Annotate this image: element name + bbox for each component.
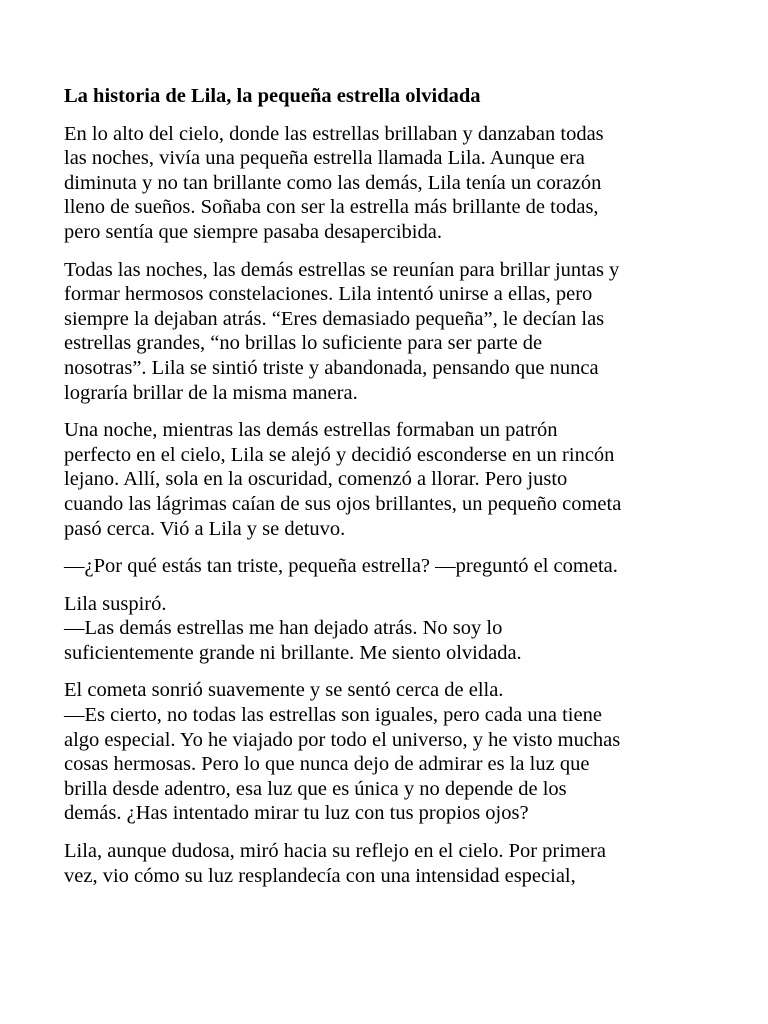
document-title: La historia de Lila, la pequeña estrella olvidada (64, 85, 481, 107)
paragraph-line: diminuta y no tan brillante como las demás, Lila tenía un corazón (64, 171, 602, 194)
paragraph (64, 678, 704, 826)
paragraph-line: Una noche, mientras las demás estrellas formaban un patrón (64, 419, 558, 442)
document-body (64, 122, 704, 889)
paragraph-line: El cometa sonrió suavemente y se sentó cerca de ella. (64, 679, 504, 702)
paragraph-line: estrellas grandes, “no brillas lo suficiente para ser parte de (64, 332, 543, 355)
paragraph-line: vez, vio cómo su luz resplandecía con una intensidad especial, (64, 864, 576, 887)
paragraph-line: siempre la dejaban atrás. “Eres demasiado pequeña”, le decían las (64, 307, 605, 330)
paragraph (64, 258, 704, 406)
paragraph (64, 418, 704, 541)
document-page (64, 84, 704, 901)
paragraph-line: Lila suspiró. (64, 592, 167, 615)
paragraph-line: nosotras”. Lila se sintió triste y abandonada, pensando que nunca (64, 356, 599, 379)
paragraph-line: cosas hermosas. Pero lo que nunca dejo de admirar es la luz que (64, 753, 590, 776)
paragraph-line: Todas las noches, las demás estrellas se reunían para brillar juntas y (64, 258, 620, 281)
paragraph-line: perfecto en el cielo, Lila se alejó y decidió esconderse en un rincón (64, 443, 615, 466)
paragraph-line: —Es cierto, no todas las estrellas son iguales, pero cada una tiene (64, 704, 602, 727)
paragraph-line: —¿Por qué estás tan triste, pequeña estrella? —preguntó el cometa. (64, 555, 618, 578)
paragraph-line: algo especial. Yo he viajado por todo el universo, y he visto muchas (64, 728, 621, 751)
paragraph-line: las noches, vivía una pequeña estrella llamada Lila. Aunque era (64, 147, 585, 170)
paragraph-line: —Las demás estrellas me han dejado atrás. No soy lo (64, 617, 503, 640)
paragraph-line: brilla desde adentro, esa luz que es única y no depende de los (64, 777, 567, 800)
paragraph-line: pasó cerca. Vió a Lila y se detuvo. (64, 517, 346, 540)
paragraph (64, 839, 704, 888)
paragraph-line: lleno de sueños. Soñaba con ser la estrella más brillante de todas, (64, 196, 599, 219)
paragraph (64, 122, 704, 245)
paragraph-line: cuando las lágrimas caían de sus ojos brillantes, un pequeño cometa (64, 492, 622, 515)
paragraph-line: Lila, aunque dudosa, miró hacia su reflejo en el cielo. Por primera (64, 840, 606, 863)
paragraph-line: pero sentía que siempre pasaba desapercibida. (64, 220, 442, 243)
paragraph-line: lejano. Allí, sola en la oscuridad, comenzó a llorar. Pero justo (64, 468, 568, 491)
paragraph (64, 554, 704, 579)
paragraph (64, 592, 704, 666)
paragraph-line: suficientemente grande ni brillante. Me siento olvidada. (64, 641, 522, 664)
paragraph-line: formar hermosos constelaciones. Lila intentó unirse a ellas, pero (64, 283, 593, 306)
paragraph-line: demás. ¿Has intentado mirar tu luz con tus propios ojos? (64, 802, 529, 825)
paragraph-line: En lo alto del cielo, donde las estrellas brillaban y danzaban todas (64, 122, 604, 145)
paragraph-line: lograría brillar de la misma manera. (64, 381, 358, 404)
